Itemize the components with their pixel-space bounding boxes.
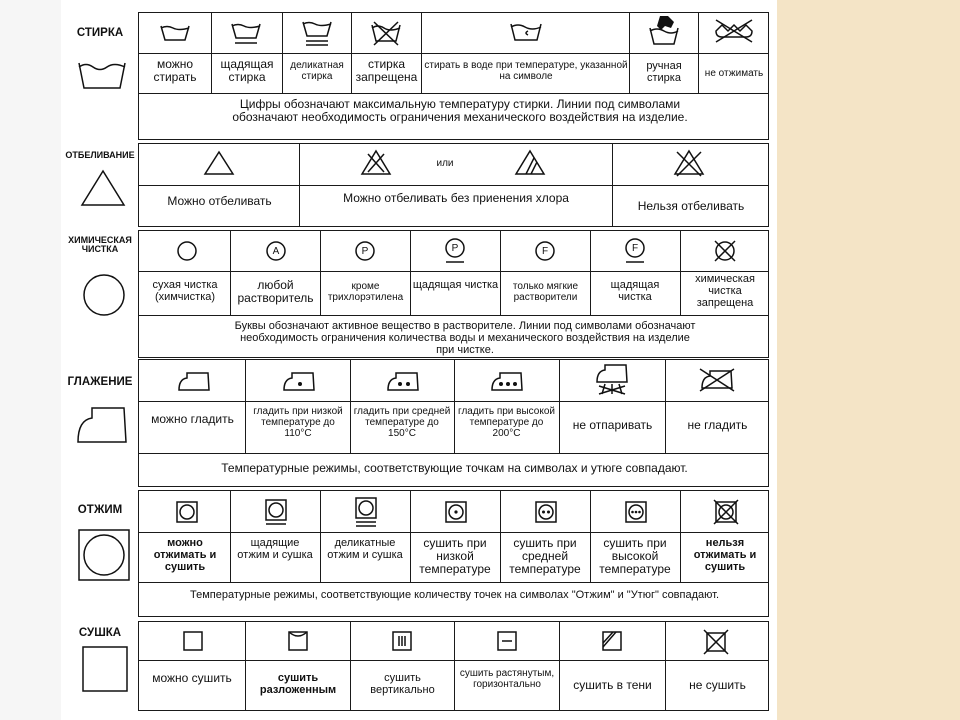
no-bleach-icon — [673, 148, 705, 178]
iron-label-2: гладить при низкой температуре до 110°С — [253, 406, 343, 439]
dryclean-label-5: только мягкие растворители — [512, 281, 579, 303]
dryclean-label-6: щадящая чистка — [610, 279, 660, 304]
wash-label-3: деликатная стирка — [290, 60, 344, 82]
iron-label-5: не отпаривать — [572, 418, 653, 432]
gentle-tumble-icon — [263, 497, 289, 529]
iron-label-1: можно гладить — [151, 412, 234, 426]
tumble-medium-icon — [533, 499, 559, 525]
solvent-p-icon: P — [353, 239, 377, 263]
wash-note: Цифры обозначают максимальную температуру стирки. Линии под символами обозначают необходимость ограничения механического воздействия на изделие. — [232, 97, 688, 125]
no-dryclean-icon — [712, 238, 738, 264]
dry-heading: СУШКА — [78, 627, 122, 639]
temperature-wash-icon — [508, 20, 544, 46]
dryclean-heading: ХИМИЧЕСКАЯ ЧИСТКА — [68, 235, 132, 255]
wash-label-5: стирать в воде при температуре, указанной на символе — [424, 60, 628, 82]
dry-flat-icon — [286, 629, 310, 653]
solvent-f-icon: F — [533, 239, 557, 263]
washtub-icon — [76, 58, 128, 92]
wash-label-7: не отжимать — [704, 68, 764, 79]
dry-label-3: сушить вертикально — [370, 672, 435, 697]
wash-label-2: щадящая стирка — [220, 57, 274, 85]
wash-label-4: стирка запрещена — [355, 57, 418, 85]
gentle-solvent-p-icon: P — [443, 236, 467, 266]
bleach-label-2: Можно отбеливать без приенения хлора — [343, 191, 569, 205]
no-steam-icon — [593, 362, 631, 398]
no-iron-icon — [697, 366, 737, 394]
dryclean-circle-icon — [80, 271, 128, 319]
iron-label-6: не гладить — [687, 418, 748, 432]
spin-label-6: сушить при высокой температуре — [599, 536, 671, 577]
dry-label-6: не сушить — [689, 678, 746, 692]
right-side-panel — [777, 0, 960, 720]
spin-label-5: сушить при средней температуре — [509, 536, 581, 577]
dry-label-1: можно сушить — [152, 671, 232, 685]
wash-label-1: можно стирать — [153, 57, 197, 85]
spin-label-2: щадящие отжим и сушка — [237, 537, 313, 562]
iron-label-3: гладить при средней температуре до 150°С — [353, 406, 451, 439]
iron-one-dot-icon — [281, 370, 317, 394]
triangle-icon — [203, 149, 235, 177]
tumble-dry-icon — [174, 499, 200, 525]
spin-label-4: сушить при низкой температуре — [419, 536, 491, 577]
spin-label-1: можно отжимать и сушить — [153, 537, 217, 574]
dryclean-label-3: кроме трихлорэтилена — [327, 281, 404, 303]
dry-label-5: сушить в тени — [573, 678, 652, 692]
drip-dry-icon — [390, 629, 414, 653]
gentle-solvent-f-icon: F — [623, 236, 647, 266]
iron-two-dots-icon — [385, 370, 421, 394]
bleach-label-1: Можно отбеливать — [167, 194, 272, 208]
iron-note: Температурные режимы, соответствующие точкам на символах и утюге совпадают. — [221, 461, 688, 475]
spin-heading: ОТЖИМ — [77, 504, 123, 516]
no-tumble-icon — [712, 498, 740, 526]
hand-wash-icon — [647, 14, 681, 50]
bleach-or-text: или — [436, 158, 454, 169]
gentle-wash-icon — [230, 20, 262, 48]
iron-three-dots-icon — [489, 370, 525, 394]
dry-label-2: сушить разложенным — [259, 672, 337, 697]
iron-heading: ГЛАЖЕНИЕ — [67, 376, 133, 388]
no-wash-icon — [368, 20, 404, 48]
no-wring-icon — [712, 18, 756, 44]
dry-horizontal-icon — [495, 629, 519, 653]
delicate-wash-icon — [301, 18, 333, 50]
spin-label-7: нельзя отжимать и сушить — [693, 537, 757, 574]
bleach-label-3: Нельзя отбеливать — [637, 199, 745, 213]
dry-label-4: сушить растянутым, горизонтально — [459, 668, 555, 690]
dryclean-label-7: химическая чистка запрещена — [695, 273, 755, 310]
solvent-a-icon: A — [264, 239, 288, 263]
iron-large-icon — [74, 404, 132, 446]
spin-label-3: деликатные отжим и сушка — [327, 537, 403, 562]
iron-label-4: гладить при высокой температуре до 200°С — [458, 406, 555, 439]
delicate-tumble-icon — [353, 495, 379, 531]
chlorine-free-triangle-icon — [360, 148, 392, 178]
dryclean-label-1: сухая чистка (химчистка) — [152, 279, 218, 304]
tumble-large-icon — [76, 527, 132, 583]
bleach-triangle-icon — [79, 168, 127, 208]
chlorine-free-triangle-alt-icon — [514, 148, 546, 178]
tumble-low-icon — [443, 499, 469, 525]
dryclean-label-2: любой растворитель — [237, 278, 314, 306]
iron-icon — [176, 370, 212, 394]
wash-label-6: ручная стирка — [646, 60, 682, 85]
wash-icon — [159, 22, 191, 46]
wash-heading: СТИРКА — [76, 27, 124, 39]
dryclean-label-4: щадящая чистка — [412, 279, 499, 291]
spin-note: Температурные режимы, соответствующие количеству точек на символах "Отжим" и "Утюг" совпадают. — [189, 589, 720, 601]
dry-shade-icon — [600, 629, 624, 653]
circle-icon — [175, 239, 199, 263]
tumble-high-icon — [623, 499, 649, 525]
dry-square-icon — [181, 629, 205, 653]
dry-square-large-icon — [80, 644, 130, 694]
dryclean-note: Буквы обозначают активное вещество в растворителе. Линии под символами обозначают необходимость ограничения количества воды и механического воздействия на изделие при чистке. — [234, 320, 696, 357]
bleach-heading: ОТБЕЛИВАНИЕ — [65, 150, 135, 160]
no-dry-icon — [702, 628, 730, 656]
